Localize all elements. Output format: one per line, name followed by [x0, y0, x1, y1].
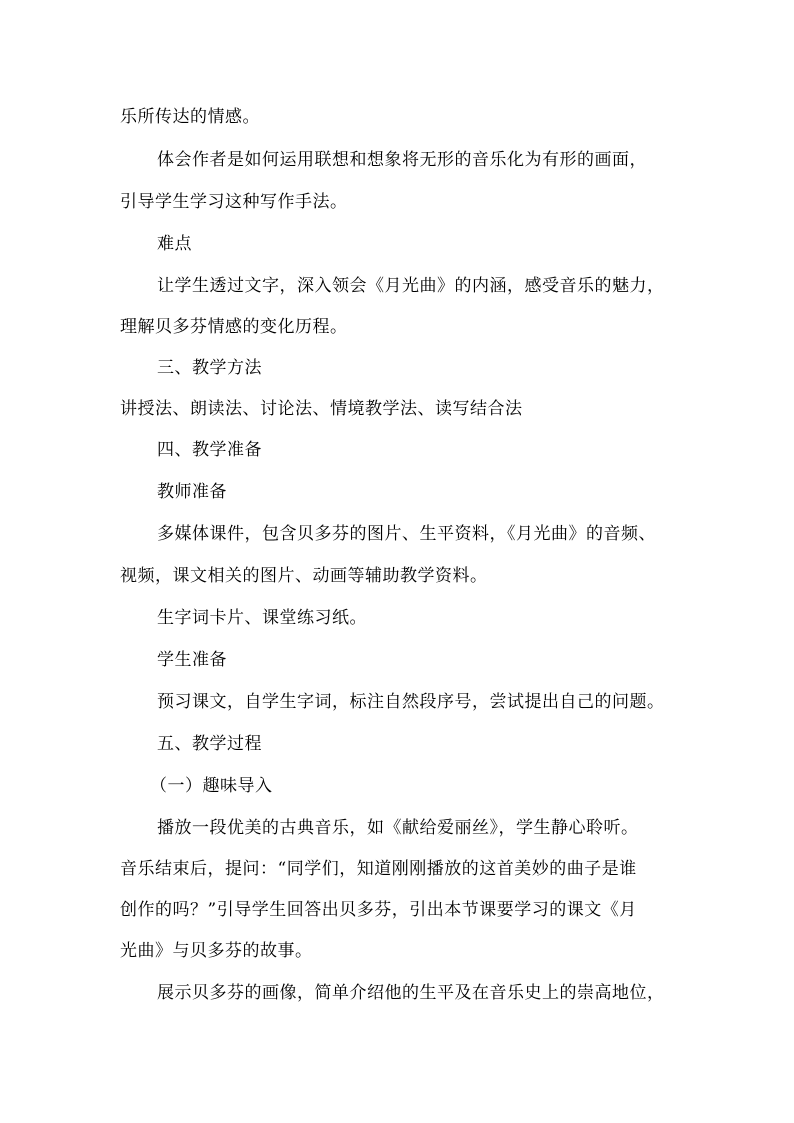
- text-line-continuation: 光曲》与贝多芬的故事。: [120, 941, 313, 961]
- subheading-teacher-prep: 教师准备: [157, 482, 227, 502]
- text-line-paragraph: 让学生透过文字，深入领会《月光曲》的内涵，感受音乐的魅力，: [157, 276, 665, 296]
- text-line-paragraph: 预习课文，自学生字词，标注自然段序号，尝试提出自己的问题。: [157, 692, 665, 712]
- text-line-paragraph: 生字词卡片、课堂练习纸。: [157, 608, 367, 628]
- section-heading-process: 五、教学过程: [157, 734, 262, 754]
- text-line-continuation: 乐所传达的情感。: [120, 107, 260, 127]
- subheading-difficulty: 难点: [157, 234, 192, 254]
- text-line-continuation: 理解贝多芬情感的变化历程。: [120, 317, 348, 337]
- text-line-paragraph: 体会作者是如何运用联想和想象将无形的音乐化为有形的画面，: [157, 150, 647, 170]
- subheading-introduction: （一）趣味导入: [150, 776, 273, 796]
- subheading-student-prep: 学生准备: [157, 650, 227, 670]
- text-line-paragraph: 多媒体课件，包含贝多芬的图片、生平资料，《月光曲》的音频、: [157, 524, 656, 544]
- section-heading-preparation: 四、教学准备: [157, 440, 262, 460]
- text-line-continuation: 创作的吗？”引导学生回答出贝多芬，引出本节课要学习的课文《月: [120, 900, 637, 920]
- text-line-continuation: 视频，课文相关的图片、动画等辅助教学资料。: [120, 566, 488, 586]
- text-line-continuation: 引导学生学习这种写作手法。: [120, 192, 348, 212]
- text-line-methods: 讲授法、朗读法、讨论法、情境教学法、读写结合法: [120, 399, 523, 419]
- text-line-continuation: 音乐结束后，提问：“同学们，知道刚刚播放的这首美妙的曲子是谁: [120, 859, 637, 879]
- section-heading-methods: 三、教学方法: [157, 358, 262, 378]
- text-line-paragraph: 播放一段优美的古典音乐，如《献给爱丽丝》，学生静心聆听。: [157, 818, 639, 838]
- text-line-paragraph: 展示贝多芬的画像，简单介绍他的生平及在音乐史上的崇高地位，: [157, 983, 665, 1003]
